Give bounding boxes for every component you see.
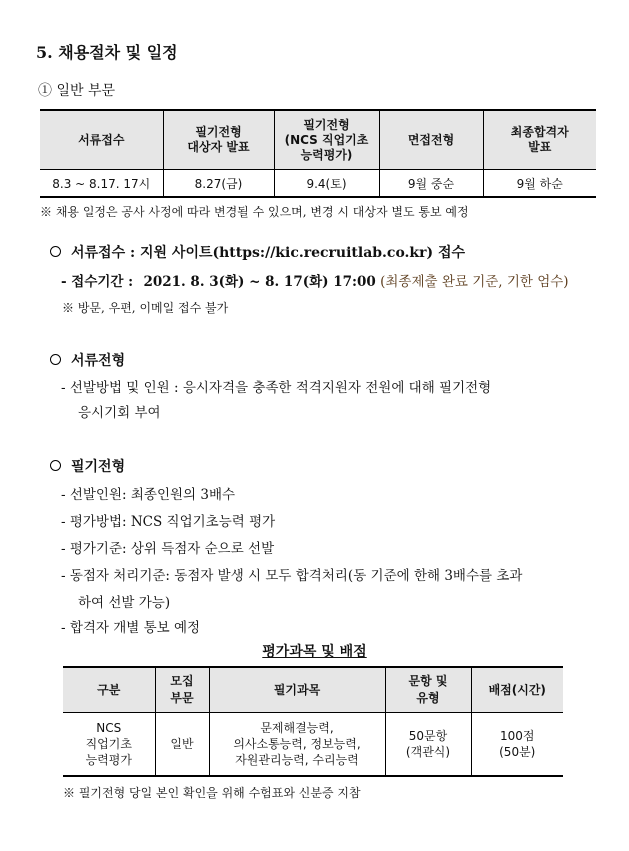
document-screening-heading — [50, 350, 125, 370]
circle-bullet-icon — [50, 460, 61, 471]
written-exam-line: - 합격자 개별 통보 예정 — [61, 620, 201, 636]
application-heading — [50, 242, 465, 262]
schedule-header-cell: 서류접수 — [40, 110, 163, 170]
schedule-cell: 8.3 ~ 8.17. 17시 — [40, 170, 163, 198]
eval-header-cell: 구분 — [63, 667, 155, 713]
period-value: 2021. 8. 3(화) ~ 8. 17(화) 17:00 — [143, 274, 376, 290]
eval-header-cell: 필기과목 — [209, 667, 385, 713]
schedule-header-cell: 최종합격자 발표 — [483, 110, 596, 170]
eval-header-cell: 모집 부문 — [155, 667, 209, 713]
eval-cell: 일반 — [155, 713, 209, 777]
schedule-cell: 9.4(토) — [274, 170, 379, 198]
schedule-row — [40, 170, 596, 198]
written-exam-line: 하여 선발 가능) — [78, 595, 171, 611]
document-screening-heading-text: 서류전형 — [71, 353, 126, 369]
eval-cell: 50문항 (객관식) — [385, 713, 471, 777]
eval-note: ※ 필기전형 당일 본인 확인을 위해 수험표와 신분증 지참 — [63, 786, 361, 800]
eval-table-title — [0, 641, 629, 661]
written-exam-line: - 선발인원: 최종인원의 3배수 — [61, 487, 236, 503]
written-exam-line: - 평가방법: NCS 직업기초능력 평가 — [61, 514, 276, 530]
application-heading-text: 서류접수 : 지원 사이트(https://kic.recruitlab.co.kr) 접수 — [71, 245, 466, 261]
schedule-header-cell: 면접전형 — [379, 110, 483, 170]
period-note: (최종제출 완료 기준, 기한 엄수) — [380, 274, 569, 290]
application-period — [61, 270, 569, 290]
section-title: 5. 채용절차 및 일정 — [36, 43, 178, 62]
document-screening-line: 응시기회 부여 — [78, 405, 161, 421]
eval-header-cell: 문항 및 유형 — [385, 667, 471, 713]
schedule-header-row — [40, 110, 596, 170]
schedule-cell: 8.27(금) — [163, 170, 274, 198]
schedule-cell: 9월 중순 — [379, 170, 483, 198]
eval-cell: NCS 직업기초 능력평가 — [63, 713, 155, 777]
document-screening-line: - 선발방법 및 인원 : 응시자격을 충족한 적격지원자 전원에 대해 필기전형 — [61, 380, 492, 396]
eval-header-cell: 배점(시간) — [471, 667, 563, 713]
eval-table — [63, 666, 563, 777]
schedule-table — [40, 109, 596, 198]
application-note: ※ 방문, 우편, 이메일 접수 불가 — [62, 301, 229, 315]
period-label: - 접수기간 : — [61, 274, 134, 290]
eval-row — [63, 713, 563, 777]
subsection-title: ① 일반 부문 — [38, 83, 115, 99]
written-exam-line: - 동점자 처리기준: 동점자 발생 시 모두 합격처리(동 기준에 한해 3배수를 초과 — [61, 568, 523, 584]
schedule-header-cell: 필기전형 (NCS 직업기초 능력평가) — [274, 110, 379, 170]
circle-bullet-icon — [50, 246, 61, 257]
written-exam-heading-text: 필기전형 — [71, 459, 126, 475]
eval-cell: 문제해결능력, 의사소통능력, 정보능력, 자원관리능력, 수리능력 — [209, 713, 385, 777]
circle-bullet-icon — [50, 354, 61, 365]
written-exam-line: - 평가기준: 상위 득점자 순으로 선발 — [61, 541, 275, 557]
eval-table-title-text: 평가과목 및 배점 — [262, 644, 367, 660]
schedule-note: ※ 채용 일정은 공사 사정에 따라 변경될 수 있으며, 변경 시 대상자 별도 통보 예정 — [40, 205, 469, 219]
schedule-header-cell: 필기전형 대상자 발표 — [163, 110, 274, 170]
written-exam-heading — [50, 456, 125, 476]
eval-cell: 100점 (50분) — [471, 713, 563, 777]
eval-header-row — [63, 667, 563, 713]
schedule-cell: 9월 하순 — [483, 170, 596, 198]
